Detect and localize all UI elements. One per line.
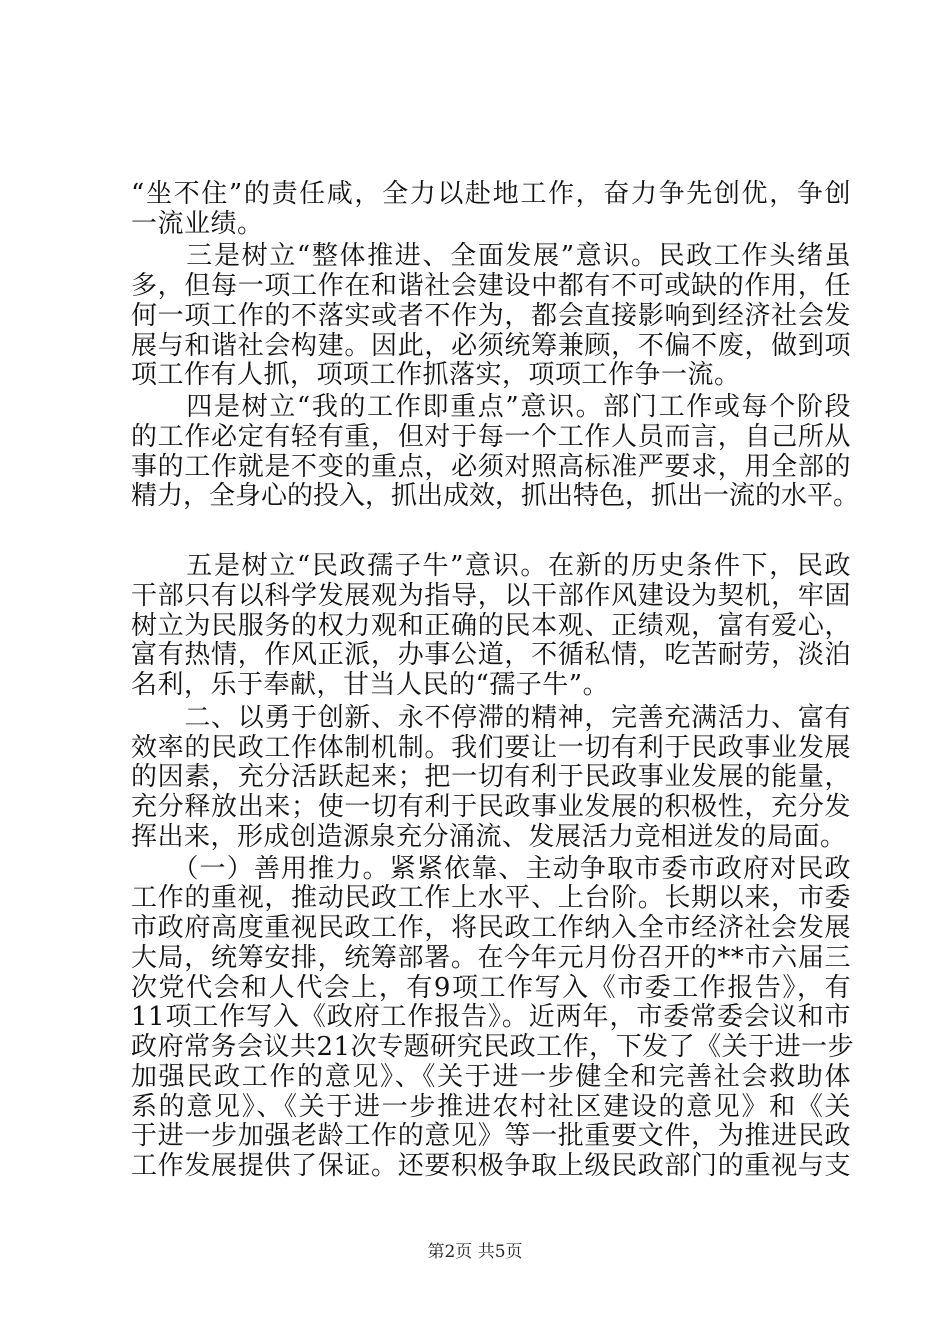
text-line: 的因素，充分活跃起来；把一切有利于民政事业发展的能量， (131, 762, 851, 793)
text-line: 名利，乐于奉献，甘当人民的“孺子牛”。 (131, 670, 610, 701)
text-line: 效率的民政工作体制机制。我们要让一切有利于民政事业发展 (131, 732, 851, 763)
text-line: 系的意见》、《关于进一步推进农村社区建设的意见》和《关 (131, 1091, 851, 1122)
text-line: 的工作必定有轻有重，但对于每一个工作人员而言，自己所从 (131, 421, 851, 452)
text-line: 精力，全身心的投入，抓出成效，抓出特色，抓出一流的水平。 (131, 481, 860, 512)
text-line: 挥出来，形成创造源泉充分涌流、发展活力竞相迸发的局面。 (131, 821, 847, 852)
text-line: 三是树立“整体推进、全面发展”意识。民政工作头绪虽 (131, 241, 851, 272)
text-line: 富有热情，作风正派，办事公道，不循私情，吃苦耐劳，淡泊 (131, 640, 851, 671)
text-line: 市政府高度重视民政工作，将民政工作纳入全市经济社会发展 (131, 913, 851, 944)
text-line: 四是树立“我的工作即重点”意识。部门工作或每个阶段 (131, 392, 851, 423)
text-line: 五是树立“民政孺子牛”意识。在新的历史条件下，民政 (131, 551, 851, 582)
text-line: 于进一步加强老龄工作的意见》等一批重要文件，为推进民政 (131, 1121, 851, 1152)
text-line: 工作的重视，推动民政工作上水平、上台阶。长期以来，市委 (131, 883, 851, 914)
text-line: 干部只有以科学发展观为指导，以干部作风建设为契机，牢固 (131, 580, 851, 611)
text-line: 一流业绩。 (131, 208, 264, 239)
text-line: 加强民政工作的意见》、《关于进一步健全和完善社会救助体 (131, 1061, 851, 1092)
text-line: 次党代会和人代会上，有9项工作写入《市委工作报告》，有 (131, 972, 851, 1003)
text-line: 大局，统筹安排，统筹部署。在今年元月份召开的**市六届三 (131, 942, 851, 973)
text-line: 项工作有人抓，项项工作抓落实，项项工作争一流。 (131, 360, 741, 391)
text-line: （一）善用推力。紧紧依靠、主动争取市委市政府对民政 (131, 853, 851, 884)
page-number-footer: 第2页 共5页 (427, 1242, 523, 1262)
text-line: 11项工作写入《政府工作报告》。近两年，市委常委会议和市 (131, 1002, 851, 1033)
text-line: 政府常务会议共21次专题研究民政工作，下发了《关于进一步 (131, 1032, 855, 1063)
text-line: 何一项工作的不落实或者不作为，都会直接影响到经济社会发 (131, 300, 851, 331)
text-line: 树立为民服务的权力观和正确的民本观、正绩观，富有爱心， (131, 610, 851, 641)
text-line: 二、以勇于创新、永不停滞的精神，完善充满活力、富有 (131, 702, 851, 733)
text-line: 多，但每一项工作在和谐社会建设中都有不可或缺的作用，任 (131, 271, 851, 302)
text-line: 展与和谐社会构建。因此，必须统筹兼顾，不偏不废，做到项 (131, 330, 851, 361)
text-line: 事的工作就是不变的重点，必须对照高标准严要求，用全部的 (131, 451, 851, 482)
text-line: 工作发展提供了保证。还要积极争取上级民政部门的重视与支 (131, 1151, 851, 1181)
text-line: “坐不住”的责任咸，全力以赴地工作，奋力争先创优，争创 (131, 179, 851, 209)
text-line: 充分释放出来；使一切有利于民政事业发展的积极性，充分发 (131, 792, 851, 823)
